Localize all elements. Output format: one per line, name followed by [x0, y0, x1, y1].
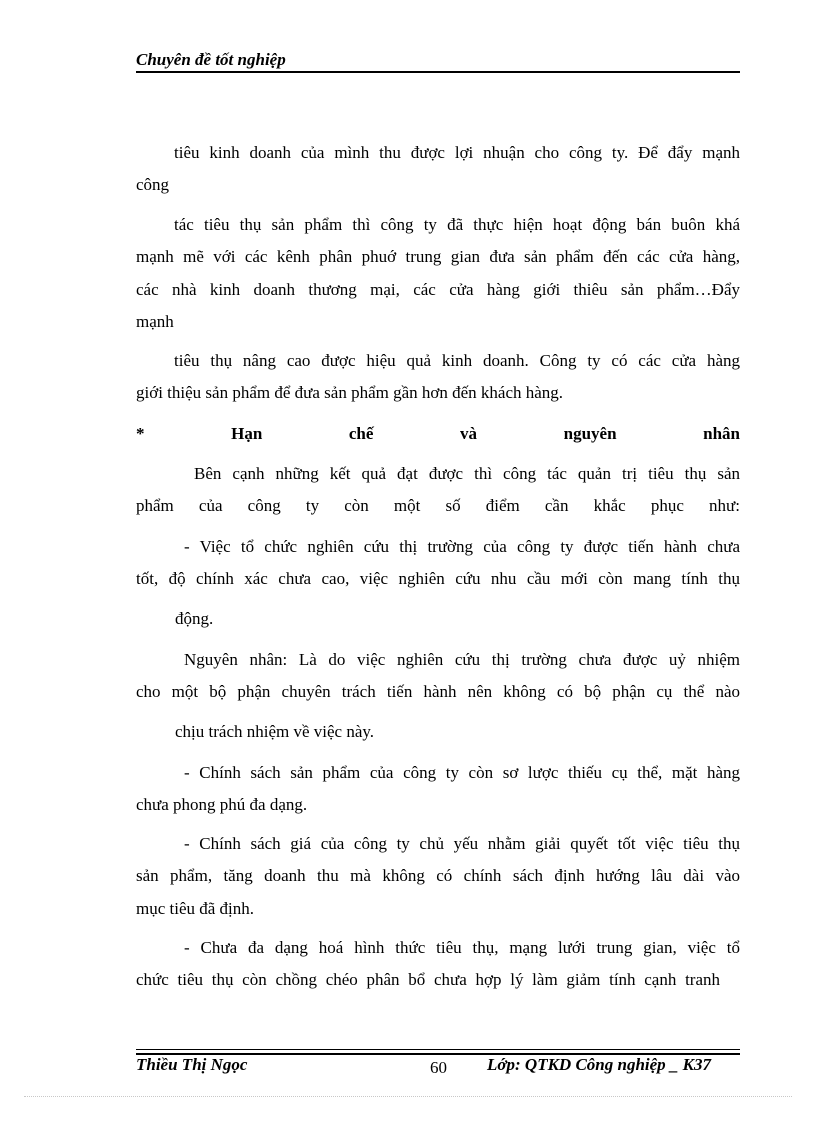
text-line: động. — [175, 609, 214, 628]
heading-word: nguyên — [563, 424, 617, 443]
heading-word: nhân — [703, 424, 740, 443]
text-line: tiêu thụ nâng cao được hiệu quả kinh doanh. Công ty có các cửa hàng — [174, 351, 740, 370]
text-line: tác tiêu thụ sản phẩm thì công ty đã thực hiện hoạt động bán buôn khá — [174, 215, 740, 234]
page-edge-divider — [24, 1096, 792, 1097]
footer-rule — [136, 1049, 740, 1050]
page-number: 60 — [430, 1058, 447, 1077]
text-line: Bên cạnh những kết quả đạt được thì công tác quản trị tiêu thụ sản — [194, 464, 740, 483]
text-line: sản phẩm, tăng doanh thu mà không có chính sách định hướng lâu dài vào — [136, 866, 740, 885]
text-line: - Chính sách giá của công ty chủ yếu nhằm giải quyết tốt việc tiêu thụ — [184, 834, 740, 853]
text-line: - Việc tổ chức nghiên cứu thị trường của công ty được tiến hành chưa — [184, 537, 740, 556]
text-line: Nguyên nhân: Là do việc nghiên cứu thị trường chưa được uỷ nhiệm — [184, 650, 740, 669]
text-line: chức tiêu thụ còn chồng chéo phân bổ chưa hợp lý làm giảm tính cạnh tranh — [136, 970, 720, 989]
text-line: các nhà kinh doanh thương mại, các cửa hàng giới thiêu sản phẩm…Đẩy — [136, 280, 740, 299]
header-title: Chuyên đề tốt nghiệp — [136, 50, 286, 69]
text-line: cho một bộ phận chuyên trách tiến hành nên không có bộ phận cụ thể nào — [136, 682, 740, 701]
text-line: chịu trách nhiệm về việc này. — [175, 722, 375, 741]
header-rule — [136, 71, 740, 73]
text-line: - Chưa đa dạng hoá hình thức tiêu thụ, mạng lưới trung gian, việc tổ — [184, 938, 740, 957]
text-line: mục tiêu đã định. — [136, 899, 255, 918]
text-line: - Chính sách sản phẩm của công ty còn sơ lược thiếu cụ thể, mặt hàng — [184, 763, 740, 782]
text-line: phẩm của công ty còn một số điểm cần khắc phục như: — [136, 496, 740, 515]
section-heading — [136, 424, 740, 444]
text-line: tốt, độ chính xác chưa cao, việc nghiên cứu nhu cầu mới còn mang tính thụ — [136, 569, 740, 588]
text-line: chưa phong phú đa dạng. — [136, 795, 308, 814]
heading-word: Hạn — [231, 424, 263, 443]
text-line: tiêu kinh doanh của mình thu được lợi nhuận cho công ty. Để đẩy mạnh — [174, 143, 740, 162]
text-line: công — [136, 175, 170, 194]
heading-word: và — [460, 424, 478, 443]
text-line: giới thiệu sản phẩm để đưa sản phẩm gần hơn đến khách hàng. — [136, 383, 564, 402]
text-line: mạnh mẽ với các kênh phân phuớ trung gian đưa sản phẩm đến các cửa hàng, — [136, 247, 740, 266]
footer-class: Lớp: QTKD Công nghiệp _ K37 — [487, 1055, 712, 1074]
heading-word: chế — [348, 424, 374, 443]
heading-word: * — [136, 424, 145, 443]
footer-author: Thiều Thị Ngọc — [136, 1055, 248, 1074]
text-line: mạnh — [136, 312, 174, 331]
